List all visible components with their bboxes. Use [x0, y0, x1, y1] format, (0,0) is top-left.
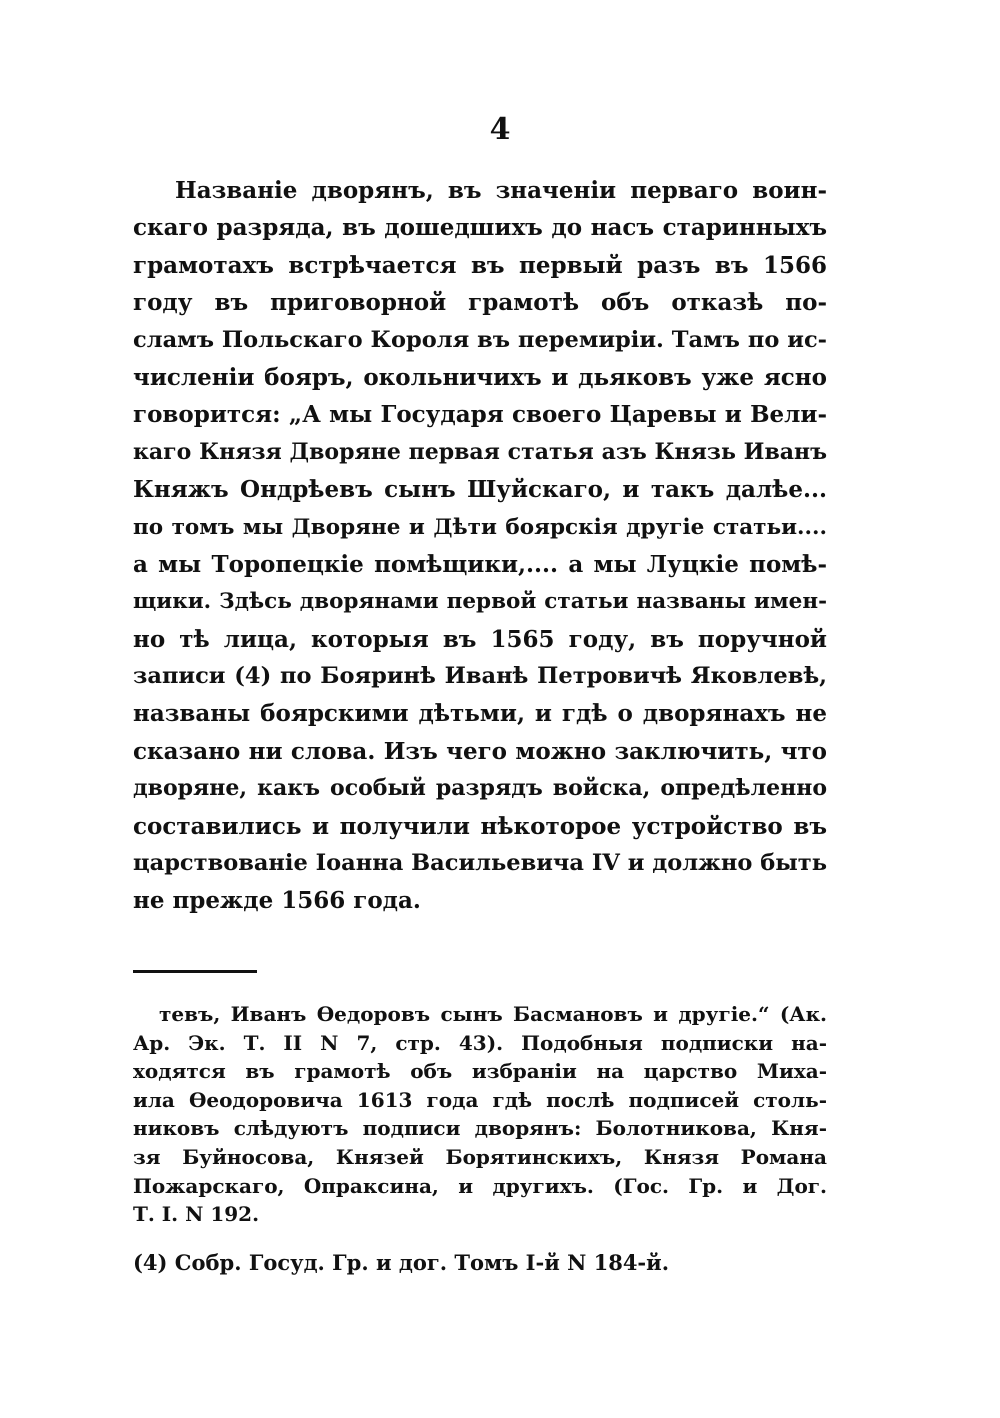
text-line: царствованіе Іоанна Васильевича IV и должно быть — [133, 850, 827, 877]
footnote-line: никовъ слѣдуютъ подписи дворянъ: Болотникова, Кня- — [133, 1116, 827, 1141]
footnote-separator-rule — [133, 970, 257, 973]
text-line: названы боярскими дѣтьми, и гдѣ о дворянахъ не — [133, 700, 827, 728]
footnote-line: Ар. Эк. Т. II N 7, стр. 43). Подобныя подписки на- — [133, 1030, 827, 1055]
text-line: скаго разряда, въ дошедшихъ до насъ старинныхъ — [133, 214, 827, 242]
text-line: говорится: „А мы Государя своего Царевы и Вели- — [133, 401, 827, 429]
footnote-line: Пожарскаго, Опраксина, и другихъ. (Гос. Гр. и Дог. — [133, 1173, 827, 1198]
text-line: Княжъ Ондрѣевъ сынъ Шуйскаго, и такъ далѣе... — [133, 476, 827, 504]
text-line: но тѣ лица, которыя въ 1565 году, въ поручной — [133, 625, 827, 653]
text-line: сказано ни слова. Изъ чего можно заключить, что — [133, 737, 827, 765]
footnote-line: зя Буйносова, Князей Борятинскихъ, Князя Романа — [133, 1144, 827, 1169]
text-line: записи (4) по Бояринѣ Иванѣ Петровичѣ Яковлевѣ, — [133, 663, 827, 690]
text-line: не прежде 1566 года. — [133, 887, 421, 915]
text-line: дворяне, какъ особый разрядъ войска, опредѣленно — [133, 775, 827, 802]
footnote-line: тевъ, Иванъ Ѳедоровъ сынъ Басмановъ и другіе.“ (Ак. — [159, 1002, 827, 1026]
main-paragraph — [133, 172, 827, 920]
text-line: Названіе дворянъ, въ значеніи перваго воин- — [175, 177, 827, 204]
footnote-line: Т. I. N 192. — [133, 1202, 260, 1227]
footnote-line: ила Ѳеодоровича 1613 года гдѣ послѣ подписей столь- — [133, 1087, 827, 1112]
text-line: каго Князя Дворяне первая статья азъ Князь Иванъ — [133, 438, 827, 465]
footnote-continuation — [133, 1000, 827, 1229]
text-line: грамотахъ встрѣчается въ первый разъ въ 1566 — [133, 251, 827, 279]
text-line: по томъ мы Дворяне и Дѣти боярскія другіе статьи.... — [133, 514, 827, 540]
text-line: численіи бояръ, окольничихъ и дьяковъ уже ясно — [133, 363, 827, 391]
footnote-4: (4) Собр. Госуд. Гр. и дог. Томъ I-й N 184-й. — [133, 1250, 670, 1275]
footnote-line: ходятся въ грамотѣ объ избраніи на царство Миха- — [133, 1059, 827, 1084]
text-line: а мы Торопецкіе помѣщики,.... а мы Луцкіе помѣ- — [133, 550, 827, 578]
text-line: составились и получили нѣкоторое устройство въ — [133, 812, 827, 840]
page-number: 4 — [489, 112, 511, 147]
text-line: сламъ Польскаго Короля въ перемиріи. Тамъ по ис- — [133, 326, 827, 353]
text-line: щики. Здѣсь дворянами первой статьи названы имен- — [133, 589, 827, 615]
text-line: году въ приговорной грамотѣ объ отказѣ по- — [133, 289, 827, 317]
